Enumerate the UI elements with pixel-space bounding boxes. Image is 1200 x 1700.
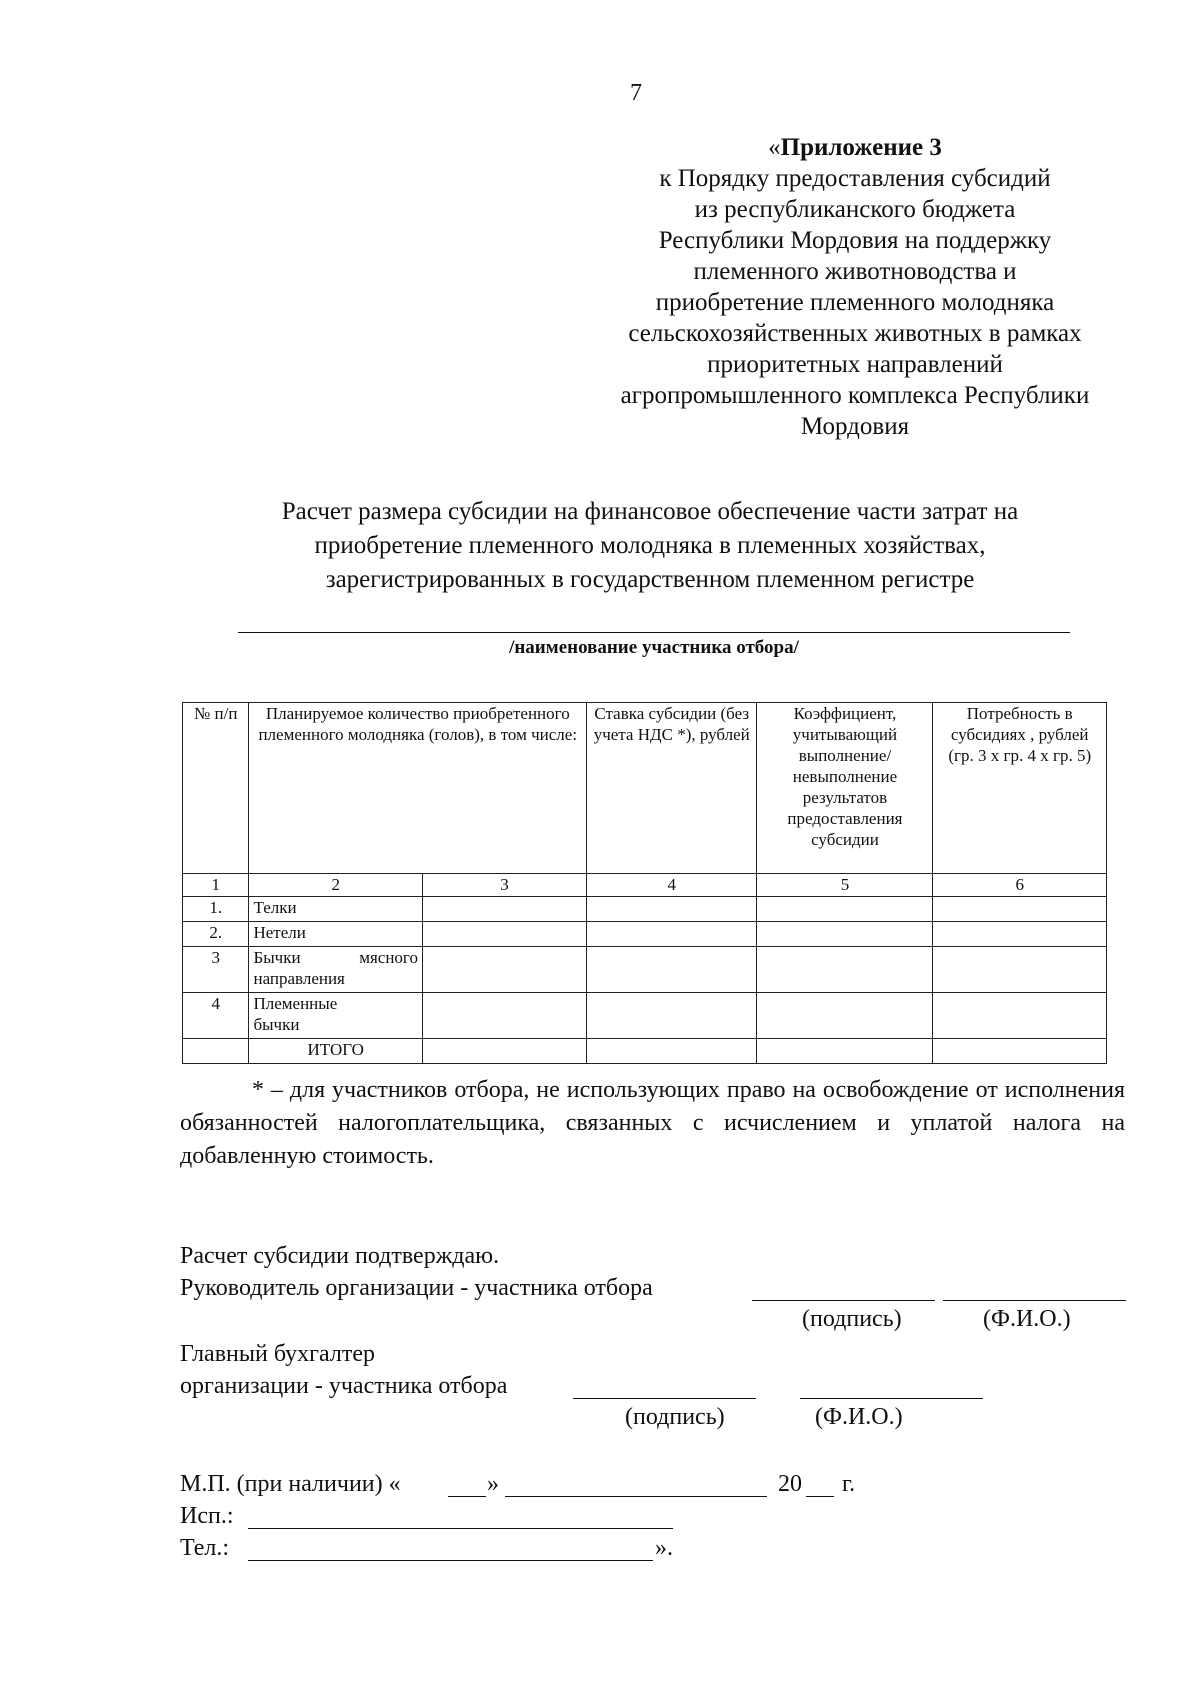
- month-field[interactable]: [505, 1472, 767, 1497]
- signature-caption: (подпись): [802, 1306, 902, 1332]
- quantity-cell[interactable]: [423, 897, 587, 922]
- rate-cell[interactable]: [587, 897, 757, 922]
- header-subsidy-need: Потребность в субсидиях , рублей (гр. 3 х гр. 4 х гр. 5): [933, 703, 1107, 874]
- total-label: ИТОГО: [249, 1039, 423, 1064]
- document-title: [200, 495, 1100, 597]
- total-need-cell[interactable]: [933, 1039, 1107, 1064]
- year-field[interactable]: [806, 1472, 834, 1497]
- phone-label: Тел.:: [180, 1535, 230, 1561]
- phone-field[interactable]: [248, 1536, 653, 1561]
- header-coefficient: Коэффициент, учитывающий выполнение/ невыполнение результатов предоставления субсидии: [757, 703, 933, 874]
- row-name: Нетели: [249, 922, 423, 947]
- column-number: 1: [183, 874, 249, 897]
- participant-name-field[interactable]: [238, 632, 1070, 633]
- page-number: 7: [630, 80, 642, 106]
- mp-close-quote: »: [487, 1471, 499, 1497]
- quantity-cell[interactable]: [423, 993, 587, 1039]
- fio-caption: (Ф.И.О.): [983, 1306, 1071, 1332]
- accountant-label: Главный бухгалтер: [180, 1341, 375, 1367]
- year-prefix: 20: [778, 1471, 802, 1497]
- calculation-table: [182, 702, 1107, 1064]
- quantity-cell[interactable]: [423, 947, 587, 993]
- mp-label: М.П. (при наличии) «: [180, 1471, 401, 1497]
- header-planned-quantity: Планируемое количество приобретенного племенного молодняка (голов), в том числе:: [249, 703, 587, 874]
- row-number: 3: [183, 947, 249, 993]
- row-name: [249, 993, 423, 1039]
- row-number: 4: [183, 993, 249, 1039]
- column-number: 5: [757, 874, 933, 897]
- row-number: 2.: [183, 922, 249, 947]
- column-number: 4: [587, 874, 757, 897]
- rate-cell[interactable]: [587, 922, 757, 947]
- year-suffix: г.: [842, 1471, 856, 1497]
- header-subsidy-rate: Ставка субсидии (без учета НДС *), рублей: [587, 703, 757, 874]
- need-cell[interactable]: [933, 947, 1107, 993]
- closing-quote: ».: [655, 1535, 673, 1561]
- appendix-line: племенного животноводства и: [693, 258, 1017, 285]
- column-numbers-row: [183, 874, 1107, 897]
- row-name-line: Бычки мясного: [253, 948, 418, 967]
- appendix-line: Республики Мордовия на поддержку: [658, 227, 1052, 254]
- coefficient-cell[interactable]: [757, 947, 933, 993]
- appendix-line: к Порядку предоставления субсидий: [659, 165, 1051, 192]
- signature-caption: (подпись): [625, 1404, 725, 1430]
- total-coefficient-cell[interactable]: [757, 1039, 933, 1064]
- total-quantity-cell[interactable]: [423, 1039, 587, 1064]
- row-number: 1.: [183, 897, 249, 922]
- executor-field[interactable]: [248, 1504, 673, 1529]
- participant-caption: /наименование участника отбора/: [509, 637, 799, 658]
- quantity-cell[interactable]: [423, 922, 587, 947]
- coefficient-cell[interactable]: [757, 897, 933, 922]
- appendix-line: Мордовия: [800, 413, 910, 440]
- appendix-line: агропромышленного комплекса Республики: [620, 382, 1090, 409]
- table-row: [183, 922, 1107, 947]
- row-name-line: направления: [253, 969, 345, 988]
- rate-cell[interactable]: [587, 993, 757, 1039]
- total-rate-cell[interactable]: [587, 1039, 757, 1064]
- column-number: 2: [249, 874, 423, 897]
- executor-label: Исп.:: [180, 1503, 234, 1529]
- document-title-line: приобретение племенного молодняка в племенных хозяйствах,: [314, 532, 986, 559]
- day-field[interactable]: [448, 1472, 486, 1497]
- accountant-signature-field[interactable]: [573, 1374, 756, 1399]
- table-row: [183, 947, 1107, 993]
- column-number: 6: [933, 874, 1107, 897]
- fio-caption: (Ф.И.О.): [815, 1404, 903, 1430]
- row-name-line: Племенные: [253, 994, 338, 1013]
- head-fio-field[interactable]: [943, 1276, 1126, 1301]
- table-row: [183, 993, 1107, 1039]
- appendix-title: «Приложение 3: [768, 134, 942, 161]
- row-name-line: бычки: [253, 1015, 300, 1034]
- document-title-line: Расчет размера субсидии на финансовое обеспечение части затрат на: [281, 498, 1019, 525]
- accountant-fio-field[interactable]: [800, 1374, 983, 1399]
- appendix-line: сельскохозяйственных животных в рамках: [628, 320, 1082, 347]
- head-label: Руководитель организации - участника отбора: [180, 1275, 653, 1301]
- total-row: [183, 1039, 1107, 1064]
- row-name: Телки: [249, 897, 423, 922]
- coefficient-cell[interactable]: [757, 993, 933, 1039]
- row-name: [249, 947, 423, 993]
- column-number: 3: [423, 874, 587, 897]
- rate-cell[interactable]: [587, 947, 757, 993]
- appendix-line: приобретение племенного молодняка: [655, 289, 1055, 316]
- footnote: * – для участников отбора, не использующих право на освобождение от исполнения обязанностей налогоплательщика, связанных с исчислением и уплатой налога на добавленную стоимость.: [180, 1077, 1125, 1169]
- need-cell[interactable]: [933, 993, 1107, 1039]
- coefficient-cell[interactable]: [757, 922, 933, 947]
- table-row: [183, 897, 1107, 922]
- appendix-line: из республиканского бюджета: [694, 196, 1016, 223]
- document-title-line: зарегистрированных в государственном племенном регистре: [325, 566, 975, 593]
- accountant-label-2: организации - участника отбора: [180, 1373, 508, 1399]
- head-signature-field[interactable]: [752, 1276, 935, 1301]
- need-cell[interactable]: [933, 897, 1107, 922]
- need-cell[interactable]: [933, 922, 1107, 947]
- appendix-line: приоритетных направлений: [707, 351, 1003, 378]
- confirm-text: Расчет субсидии подтверждаю.: [180, 1243, 500, 1269]
- total-number-cell: [183, 1039, 249, 1064]
- table-header-row: [183, 703, 1107, 874]
- header-number: № п/п: [183, 703, 249, 874]
- appendix-block: [565, 132, 1145, 442]
